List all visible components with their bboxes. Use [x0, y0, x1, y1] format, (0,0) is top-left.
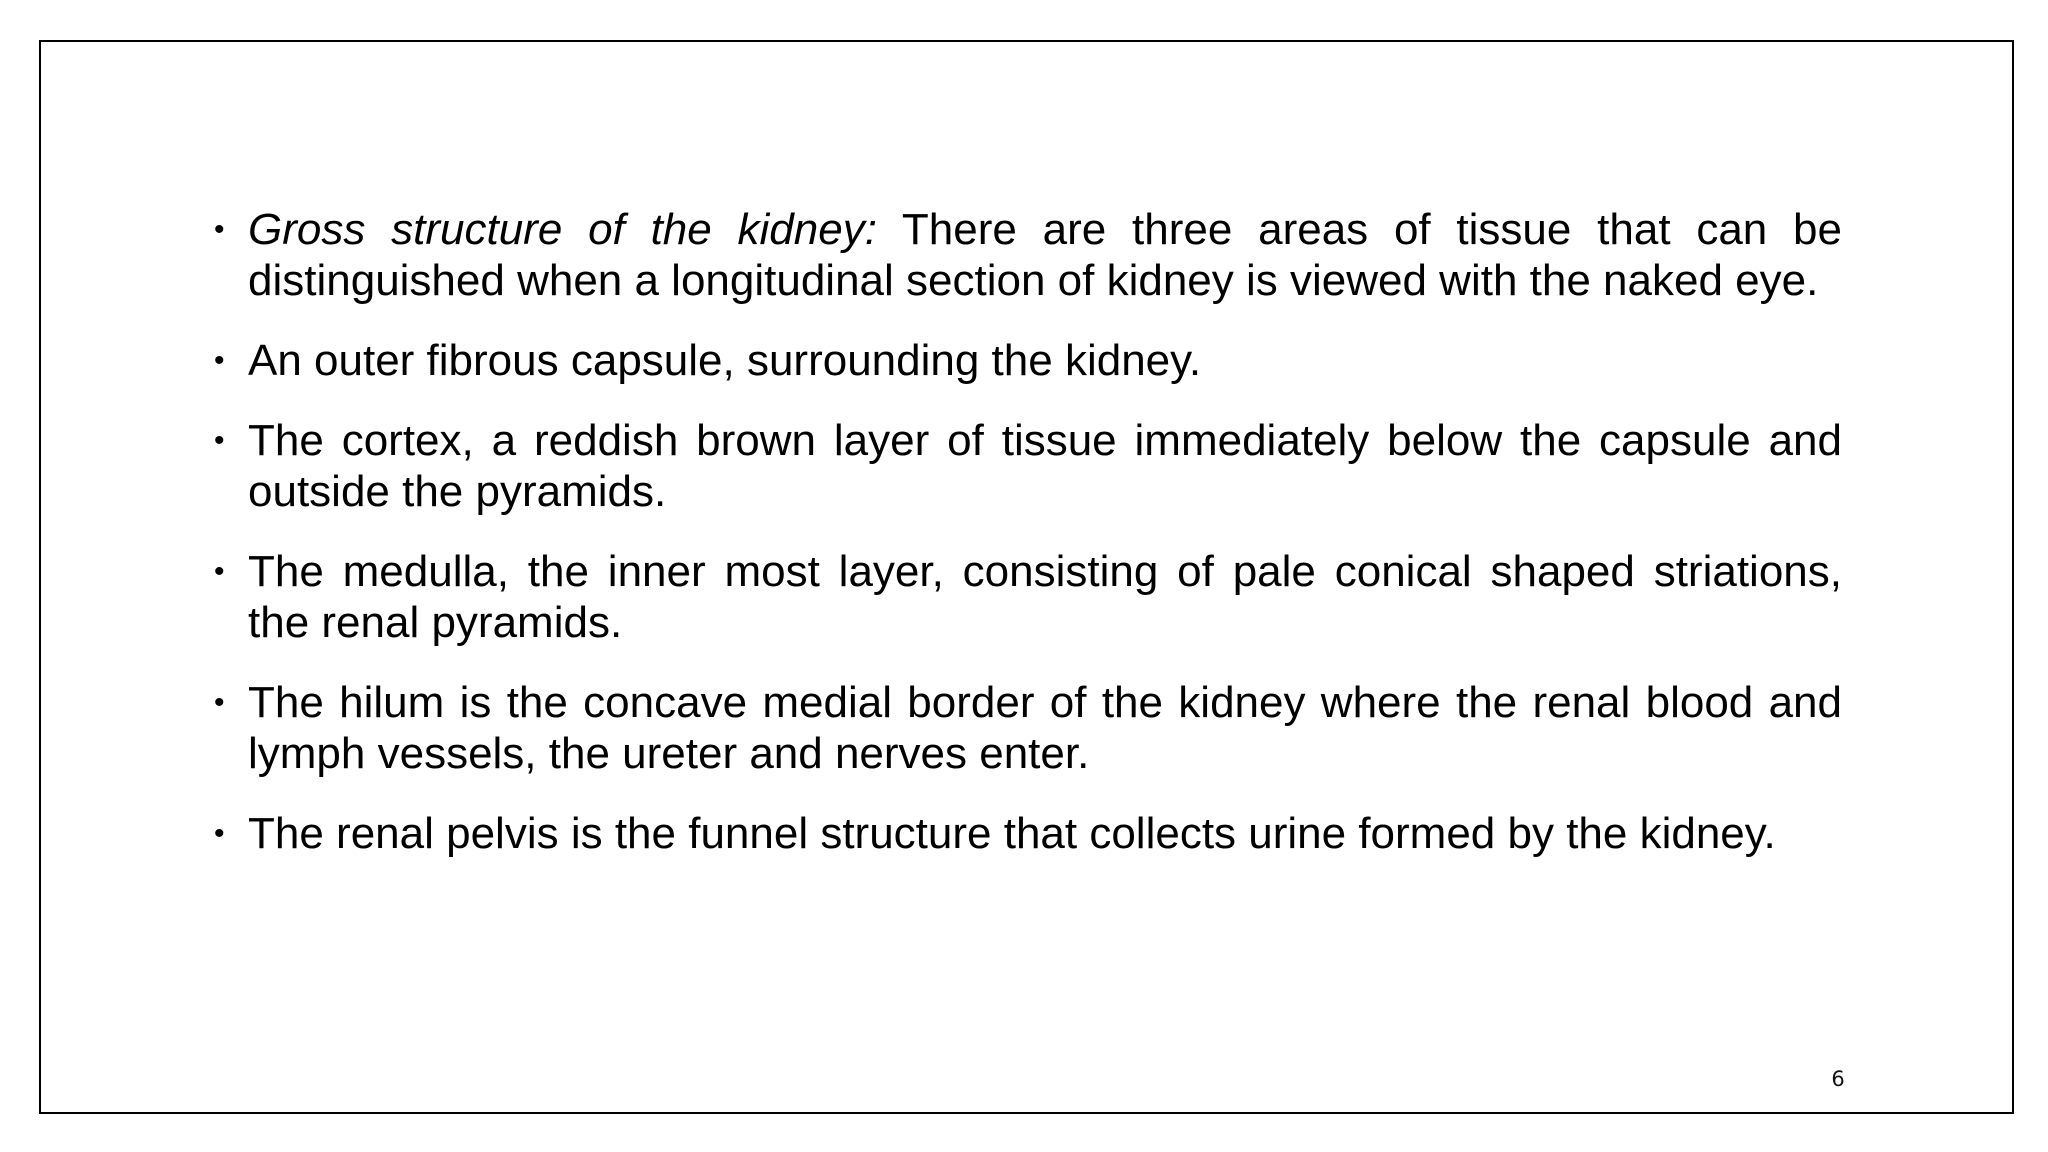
- bullet-text: There are three areas of tissue that can be distinguished when a longitudinal section of kidney is viewed with the naked eye.: [248, 205, 1843, 305]
- bullet-item-capsule: [210, 335, 1842, 386]
- bullet-text: The medulla, the inner most layer, consisting of pale conical shaped striations, the renal pyramids.: [248, 547, 1842, 647]
- bullet-text: An outer fibrous capsule, surrounding the kidney.: [248, 336, 1202, 385]
- bullet-text: The renal pelvis is the funnel structure that collects urine formed by the kidney.: [248, 809, 1776, 858]
- bullet-item-medulla: [210, 546, 1842, 648]
- bullet-item-hilum: [210, 677, 1842, 779]
- bullet-item-gross-structure: [210, 204, 1842, 306]
- bullet-dot-icon: •: [214, 424, 225, 457]
- bullet-dot-icon: •: [214, 344, 225, 377]
- bullet-dot-icon: •: [214, 555, 225, 588]
- bullet-lead-text: Gross structure of the kidney:: [248, 205, 877, 254]
- bullet-dot-icon: •: [214, 213, 225, 246]
- bullet-dot-icon: •: [214, 686, 225, 719]
- bullet-list: [210, 204, 1842, 888]
- bullet-item-cortex: [210, 415, 1842, 517]
- bullet-text: The cortex, a reddish brown layer of tissue immediately below the capsule and outside the pyramids.: [248, 416, 1842, 516]
- bullet-dot-icon: •: [214, 817, 225, 850]
- page-number: 6: [1831, 1067, 1845, 1091]
- bullet-item-renal-pelvis: [210, 808, 1842, 859]
- bullet-text: The hilum is the concave medial border of the kidney where the renal blood and lymph vessels, the ureter and nerves enter.: [248, 678, 1842, 778]
